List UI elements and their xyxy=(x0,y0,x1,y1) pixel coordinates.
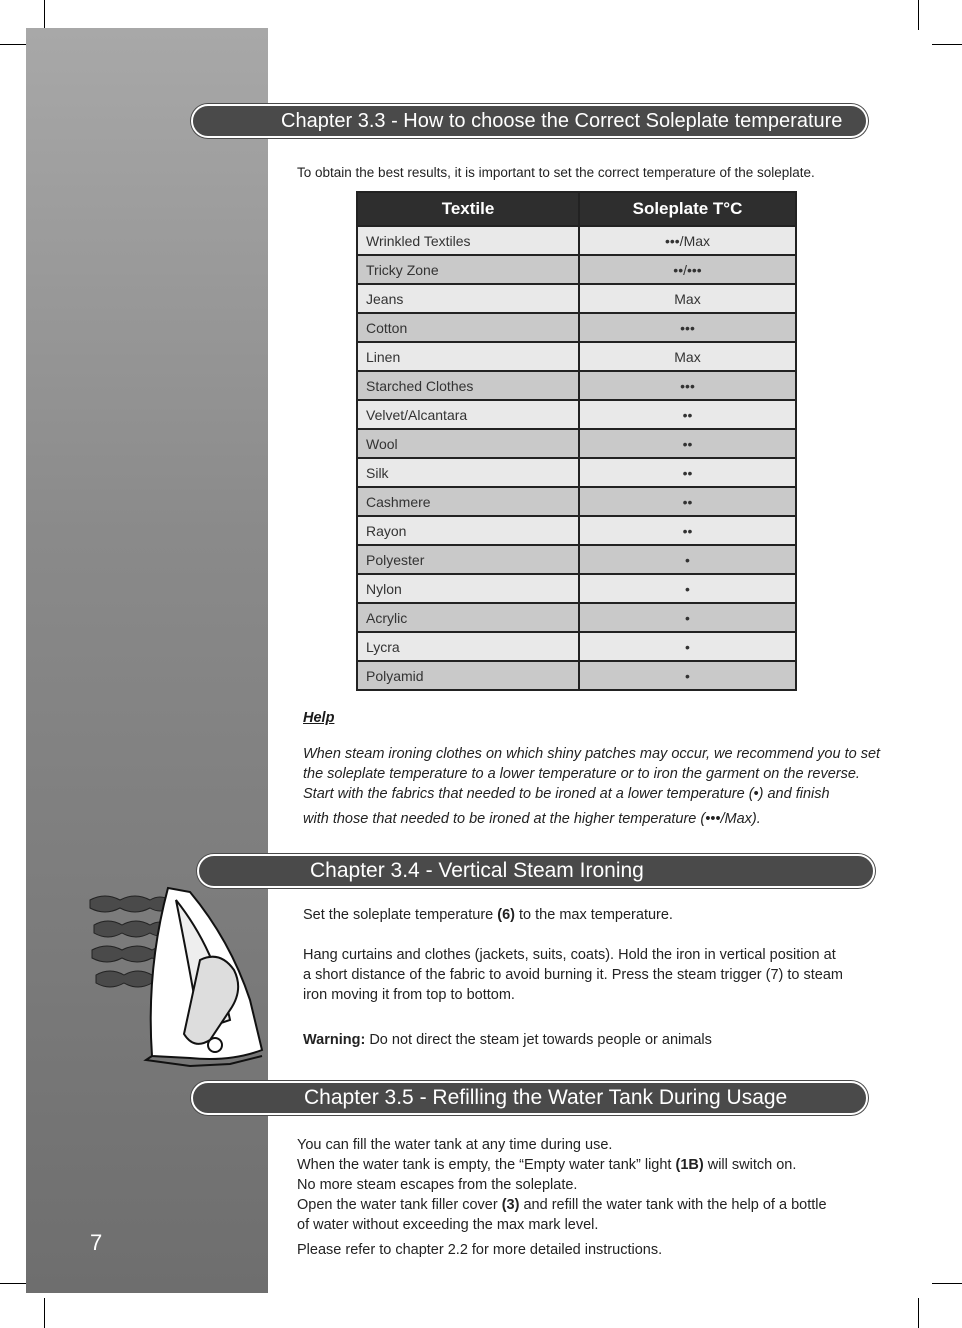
temperature-cell: • xyxy=(579,632,796,661)
step1-ref: (6) xyxy=(497,907,515,923)
chapter-3-5-heading xyxy=(191,1081,868,1115)
chapter-3-3-heading xyxy=(191,104,868,138)
textile-cell: Linen xyxy=(357,342,579,371)
temperature-cell: ••/••• xyxy=(579,255,796,284)
crop-mark xyxy=(932,1283,962,1284)
refill-line: and refill the water tank with the help of a bottle xyxy=(519,1197,827,1213)
chapter-3-4-step1 xyxy=(303,905,673,925)
refill-ref: (1B) xyxy=(675,1157,704,1173)
textile-cell: Polyester xyxy=(357,545,579,574)
textile-cell: Starched Clothes xyxy=(357,371,579,400)
table-row xyxy=(357,226,796,255)
step2-line: a short distance of the fabric to avoid burning it. Press the steam trigger (7) to steam xyxy=(303,967,843,983)
crop-mark xyxy=(932,44,962,45)
step1-text: to the max temperature. xyxy=(515,907,673,923)
table-row xyxy=(357,458,796,487)
table-row xyxy=(357,255,796,284)
chapter-3-3-intro: To obtain the best results, it is important to set the correct temperature of the soleplate. xyxy=(297,165,815,180)
temperature-cell: • xyxy=(579,574,796,603)
textile-cell: Rayon xyxy=(357,516,579,545)
table-row xyxy=(357,603,796,632)
table-row xyxy=(357,545,796,574)
temperature-cell: •• xyxy=(579,429,796,458)
chapter-3-4-step2 xyxy=(303,945,843,1005)
table-header-row xyxy=(357,192,796,226)
textile-cell: Wrinkled Textiles xyxy=(357,226,579,255)
textile-cell: Nylon xyxy=(357,574,579,603)
temperature-cell: • xyxy=(579,603,796,632)
textile-cell: Cotton xyxy=(357,313,579,342)
help-line: Start with the fabrics that needed to be ironed at a lower temperature (•) and finish xyxy=(303,786,830,802)
textile-cell: Silk xyxy=(357,458,579,487)
temperature-cell: • xyxy=(579,545,796,574)
step2-line: iron moving it from top to bottom. xyxy=(303,987,515,1003)
help-line: with those that needed to be ironed at the higher temperature (•••/Max). xyxy=(303,811,761,827)
table-row xyxy=(357,400,796,429)
table-row xyxy=(357,516,796,545)
crop-mark xyxy=(918,1298,919,1328)
chapter-3-4-warning xyxy=(303,1030,712,1050)
warning-label: Warning: xyxy=(303,1032,366,1048)
temperature-cell: •• xyxy=(579,516,796,545)
soleplate-temperature-table xyxy=(356,191,797,691)
table-body xyxy=(357,226,796,690)
refill-ref: (3) xyxy=(501,1197,520,1213)
table-row xyxy=(357,313,796,342)
help-line: When steam ironing clothes on which shiny patches may occur, we recommend you to set xyxy=(303,746,881,762)
vertical-steam-iron-illustration xyxy=(80,880,268,1070)
temperature-cell: ••• xyxy=(579,371,796,400)
temperature-cell: • xyxy=(579,661,796,690)
table-row xyxy=(357,661,796,690)
refill-line: will switch on. xyxy=(703,1157,797,1173)
textile-cell: Jeans xyxy=(357,284,579,313)
help-heading: Help xyxy=(303,710,335,726)
step2-line: Hang curtains and clothes (jackets, suits, coats). Hold the iron in vertical position at xyxy=(303,947,836,963)
table-row xyxy=(357,284,796,313)
textile-cell: Acrylic xyxy=(357,603,579,632)
crop-mark xyxy=(44,1298,45,1328)
table-row xyxy=(357,574,796,603)
temperature-cell: Max xyxy=(579,284,796,313)
iron-body-icon xyxy=(146,888,262,1066)
step1-text: Set the soleplate temperature xyxy=(303,907,498,923)
chapter-3-3-title: Chapter 3.3 - How to choose the Correct Soleplate temperature xyxy=(281,110,843,132)
temperature-cell: •• xyxy=(579,487,796,516)
refill-line: No more steam escapes from the soleplate. xyxy=(297,1177,578,1193)
table-row xyxy=(357,371,796,400)
refill-line: You can fill the water tank at any time during use. xyxy=(297,1137,613,1153)
page-number: 7 xyxy=(90,1230,103,1255)
help-line: the soleplate temperature to a lower temperature or to iron the garment on the reverse. xyxy=(303,766,860,782)
chapter-3-4-title: Chapter 3.4 - Vertical Steam Ironing xyxy=(310,859,644,882)
textile-cell: Cashmere xyxy=(357,487,579,516)
chapter-3-4-heading xyxy=(197,854,875,888)
help-text xyxy=(303,744,893,829)
chapter-3-5-title: Chapter 3.5 - Refilling the Water Tank During Usage xyxy=(304,1086,788,1109)
table-row xyxy=(357,632,796,661)
crop-mark xyxy=(918,0,919,30)
textile-cell: Polyamid xyxy=(357,661,579,690)
refill-line: When the water tank is empty, the “Empty water tank” light xyxy=(297,1157,676,1173)
temperature-cell: •••/Max xyxy=(579,226,796,255)
refill-line: of water without exceeding the max mark level. xyxy=(297,1217,599,1233)
temperature-cell: ••• xyxy=(579,313,796,342)
temperature-cell: Max xyxy=(579,342,796,371)
temperature-cell: •• xyxy=(579,458,796,487)
textile-cell: Tricky Zone xyxy=(357,255,579,284)
refill-line: Open the water tank filler cover xyxy=(297,1197,502,1213)
table-row xyxy=(357,487,796,516)
table-row xyxy=(357,342,796,371)
temperature-cell: •• xyxy=(579,400,796,429)
table-header-textile: Textile xyxy=(357,192,579,226)
warning-text: Do not direct the steam jet towards people or animals xyxy=(365,1032,712,1048)
table-header-temperature: Soleplate T°C xyxy=(579,192,796,226)
textile-cell: Wool xyxy=(357,429,579,458)
chapter-3-5-reference: Please refer to chapter 2.2 for more detailed instructions. xyxy=(297,1242,663,1258)
textile-cell: Velvet/Alcantara xyxy=(357,400,579,429)
table-row xyxy=(357,429,796,458)
chapter-3-5-text xyxy=(297,1135,827,1235)
textile-cell: Lycra xyxy=(357,632,579,661)
crop-mark xyxy=(44,0,45,30)
